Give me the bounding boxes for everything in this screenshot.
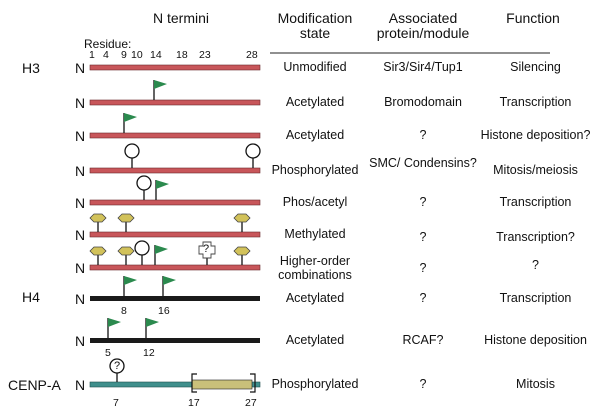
phospho-circle-icon [137,176,151,200]
modification-state: Phos/acetyl [282,195,348,209]
associated-protein: ? [419,377,427,391]
phospho-circle-icon [125,144,139,168]
residue-number: 10 [131,49,143,61]
acetyl-flag-icon [155,245,168,265]
modification-state: Acetylated [285,333,345,347]
modification-state: Acetylated [285,128,345,142]
position-label: 7 [113,397,119,409]
h3-bar [90,200,260,205]
modification-state: Phosphorylated [271,163,359,177]
modification-state: Methylated [284,227,346,241]
h3-bar [90,232,260,237]
associated-protein: ? [419,195,427,209]
header-n-termini: N termini [152,10,209,26]
h4-bar [90,338,260,343]
associated-protein: SMC/ Condensins? [369,156,477,170]
position-label: 8 [121,305,127,317]
histone-label-h4: H4 [22,289,40,305]
position-label: 12 [143,347,155,359]
associated-protein: Sir3/Sir4/Tup1 [383,60,463,74]
position-label: 16 [158,305,170,317]
modification-state: Acetylated [285,95,345,109]
associated-protein: Bromodomain [384,95,462,109]
residue-number: 1 [89,49,95,61]
methyl-hexagon-icon [234,214,250,232]
header-associated: Associated protein/module [376,10,470,41]
associated-protein: RCAF? [402,333,444,347]
phospho-circle-icon [246,144,260,168]
n-terminus-label: N [75,260,86,276]
methyl-hexagon-icon [90,247,106,265]
modification-state: Higher-order combinations [278,254,352,282]
h3-bar [90,168,260,173]
header-function: Function [506,10,560,26]
cenpa-box [192,380,252,389]
acetyl-flag-icon [156,180,169,200]
methyl-hexagon-icon [90,214,106,232]
acetyl-flag-icon [124,276,137,296]
function: Histone deposition? [480,128,591,142]
unknown-mark: ? [203,243,210,255]
acetyl-flag-icon [124,113,137,133]
modification-state: Unmodified [283,60,347,74]
n-terminus-label: N [75,291,86,307]
methyl-hexagon-icon [118,247,134,265]
function: Transcription [499,291,572,305]
histone-label-h3: H3 [22,60,40,76]
methyl-hexagon-icon [234,247,250,265]
n-terminus-label: N [75,128,86,144]
function: ? [532,258,539,272]
position-label: 17 [188,397,200,409]
position-label: 27 [245,397,257,409]
n-terminus-label: N [75,95,86,111]
function: Mitosis/meiosis [493,163,578,177]
residue-number: 9 [121,49,127,61]
h3-bar [90,265,260,270]
n-terminus-label: N [75,195,86,211]
residue-label: Residue: [84,37,132,51]
residue-number: 14 [150,49,162,61]
residue-number: 23 [199,49,211,61]
associated-protein: ? [419,291,427,305]
h3-bar [90,100,260,105]
methyl-hexagon-icon [118,214,134,232]
histone-label-cenpa: CENP-A [8,377,61,393]
function: Mitosis [516,377,555,391]
phospho-circle-icon [135,241,149,265]
residue-number: 28 [246,49,258,61]
acetyl-flag-icon [163,276,176,296]
associated-protein: ? [419,128,427,142]
h4-bar [90,296,260,301]
function: Transcription [499,95,572,109]
n-terminus-label: N [75,333,86,349]
modification-state: Phosphorylated [271,377,359,391]
n-terminus-label: N [75,227,86,243]
function: Transcription [499,195,572,209]
h3-bar [90,133,260,138]
function: Histone deposition [484,333,587,347]
h3-bar [90,65,260,70]
function: Transcription? [496,230,575,244]
n-terminus-label: N [75,60,86,76]
residue-number: 18 [176,49,188,61]
associated-protein: ? [419,261,427,275]
acetyl-flag-icon [154,80,167,100]
residue-number: 4 [103,49,109,61]
n-terminus-label: N [75,377,86,393]
unknown-mark: ? [114,360,121,372]
acetyl-flag-icon [108,318,121,338]
associated-protein: ? [419,230,427,244]
n-terminus-label: N [75,163,86,179]
function: Silencing [510,60,561,74]
acetyl-flag-icon [146,318,159,338]
header-modification-state: Modification state [277,10,353,41]
position-label: 5 [105,347,111,359]
modification-state: Acetylated [285,291,345,305]
